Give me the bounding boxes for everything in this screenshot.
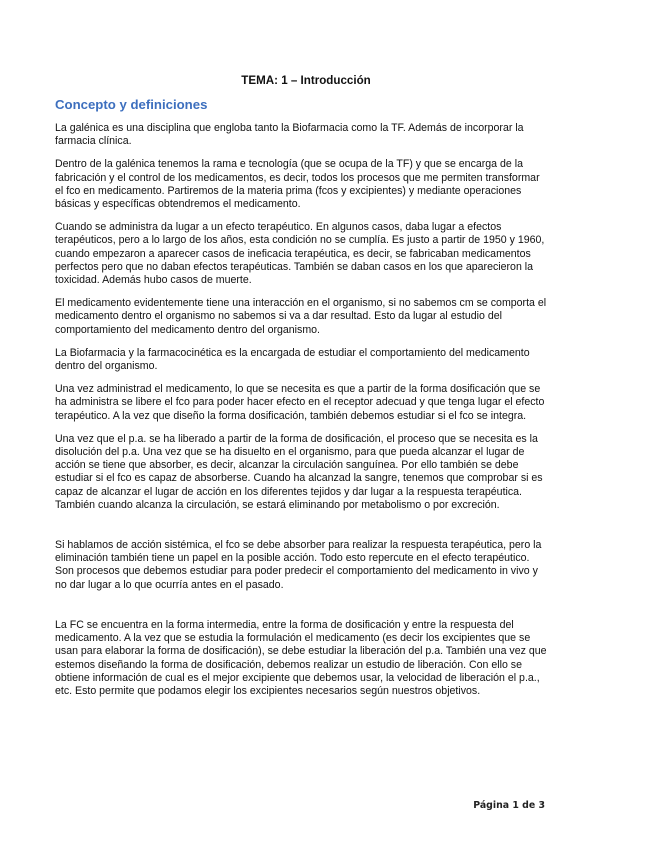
paragraph-8: Si hablamos de acción sistémica, el fco se debe absorber para realizar la respuesta terapéutica, pero la eliminación también tiene un papel en la posible acción. Todo esto repercute en el efecto terapéutico. Son procesos que debemos estudiar para poder predecir el comportamiento del medicamento in vivo y no dar lugar a lo que ocurría antes en el pasado. xyxy=(55,539,542,591)
paragraph-7: Una vez que el p.a. se ha liberado a partir de la forma de dosificación, el proceso que se necesita es la disolución del p.a. Una vez que se ha disuelto en el organismo, para que pueda alcanzar el lugar de acción se tiene que absorber, es decir, alcanzar la circulación sanguínea. Por ello también se debe estudiar si el fco es capaz de absorberse. Cuando ha alcanzad la sangre, tenemos que comprobar si es capaz de alcanzar el lugar de acción en los diferentes tejidos y dar lugar a la respuesta terapéutica. También cuando alcanza la circulación, se estará eliminando por metabolismo o por excreción. xyxy=(55,432,543,511)
paragraph-9: La FC se encuentra en la forma intermedia, entre la forma de dosificación y entre la respuesta del medicamento. A la vez que se estudia la formulación el medicamento (es decir los excipientes que se usan para elaborar la forma de dosificación), se debe estudiar la liberación del p.a. También una vez que estemos diseñando la forma de dosificación, debemos realizar un estudio de liberación. Con ello se obtiene información de cual es el mejor excipiente que debemos usar, la velocidad de liberación el p.a., etc. Esto permite que podamos elegir los excipientes necesarios según nuestros objetivos. xyxy=(55,618,547,697)
paragraph-6: Una vez administrad el medicamento, lo que se necesita es que a partir de la forma dosificación que se ha administra se libere el fco para poder hacer efecto en el receptor adecuad y que tenga lugar el efecto terapéutico. A la vez que diseño la forma dosificación, también debemos estudiar si el fco se integra. xyxy=(55,383,545,422)
page-title: TEMA: 1 – Introducción xyxy=(241,74,371,87)
paragraph-4: El medicamento evidentemente tiene una interacción en el organismo, si no sabemos cm se comporta el medicamento dentro el organismo no sabemos si va a dar resultad. Esto da lugar al estudio del comportamiento del medicamento dentro del organismo. xyxy=(55,297,547,336)
paragraph-2: Dentro de la galénica tenemos la rama e tecnología (que se ocupa de la TF) y que se encarga de la fabricación y el control de los medicamentos, es decir, todos los procesos que me permiten transformar el fco en medicamento. Partiremos de la materia prima (fcos y excipientes) y mediante operaciones básicas y específicas obtendremos el medicamento. xyxy=(55,158,540,211)
paragraph-5: La Biofarmacia y la farmacocinética es la encargada de estudiar el comportamiento del medicamento dentro del organismo. xyxy=(55,346,530,373)
paragraph-3: Cuando se administra da lugar a un efecto terapéutico. En algunos casos, daba lugar a efectos terapéuticos, pero a lo largo de los años, esta condición no se cumplía. Es justo a partir de 1950 y 1960, cuando empezaron a aparecer casos de ineficacia terapéutica, es decir, se fabricaban medicamentos perfectos pero que no daban efectos terapéuticas. También se daban casos en los que aparecieron la toxicidad. Además hubo casos de muerte. xyxy=(55,221,545,287)
section-heading: Concepto y definiciones xyxy=(55,97,208,112)
document-body xyxy=(55,74,547,708)
paragraph-1: La galénica es una disciplina que engloba tanto la Biofarmacia como la TF. Además de incorporar la farmacia clínica. xyxy=(55,122,524,148)
page-number-footer: Página 1 de 3 xyxy=(473,800,545,811)
